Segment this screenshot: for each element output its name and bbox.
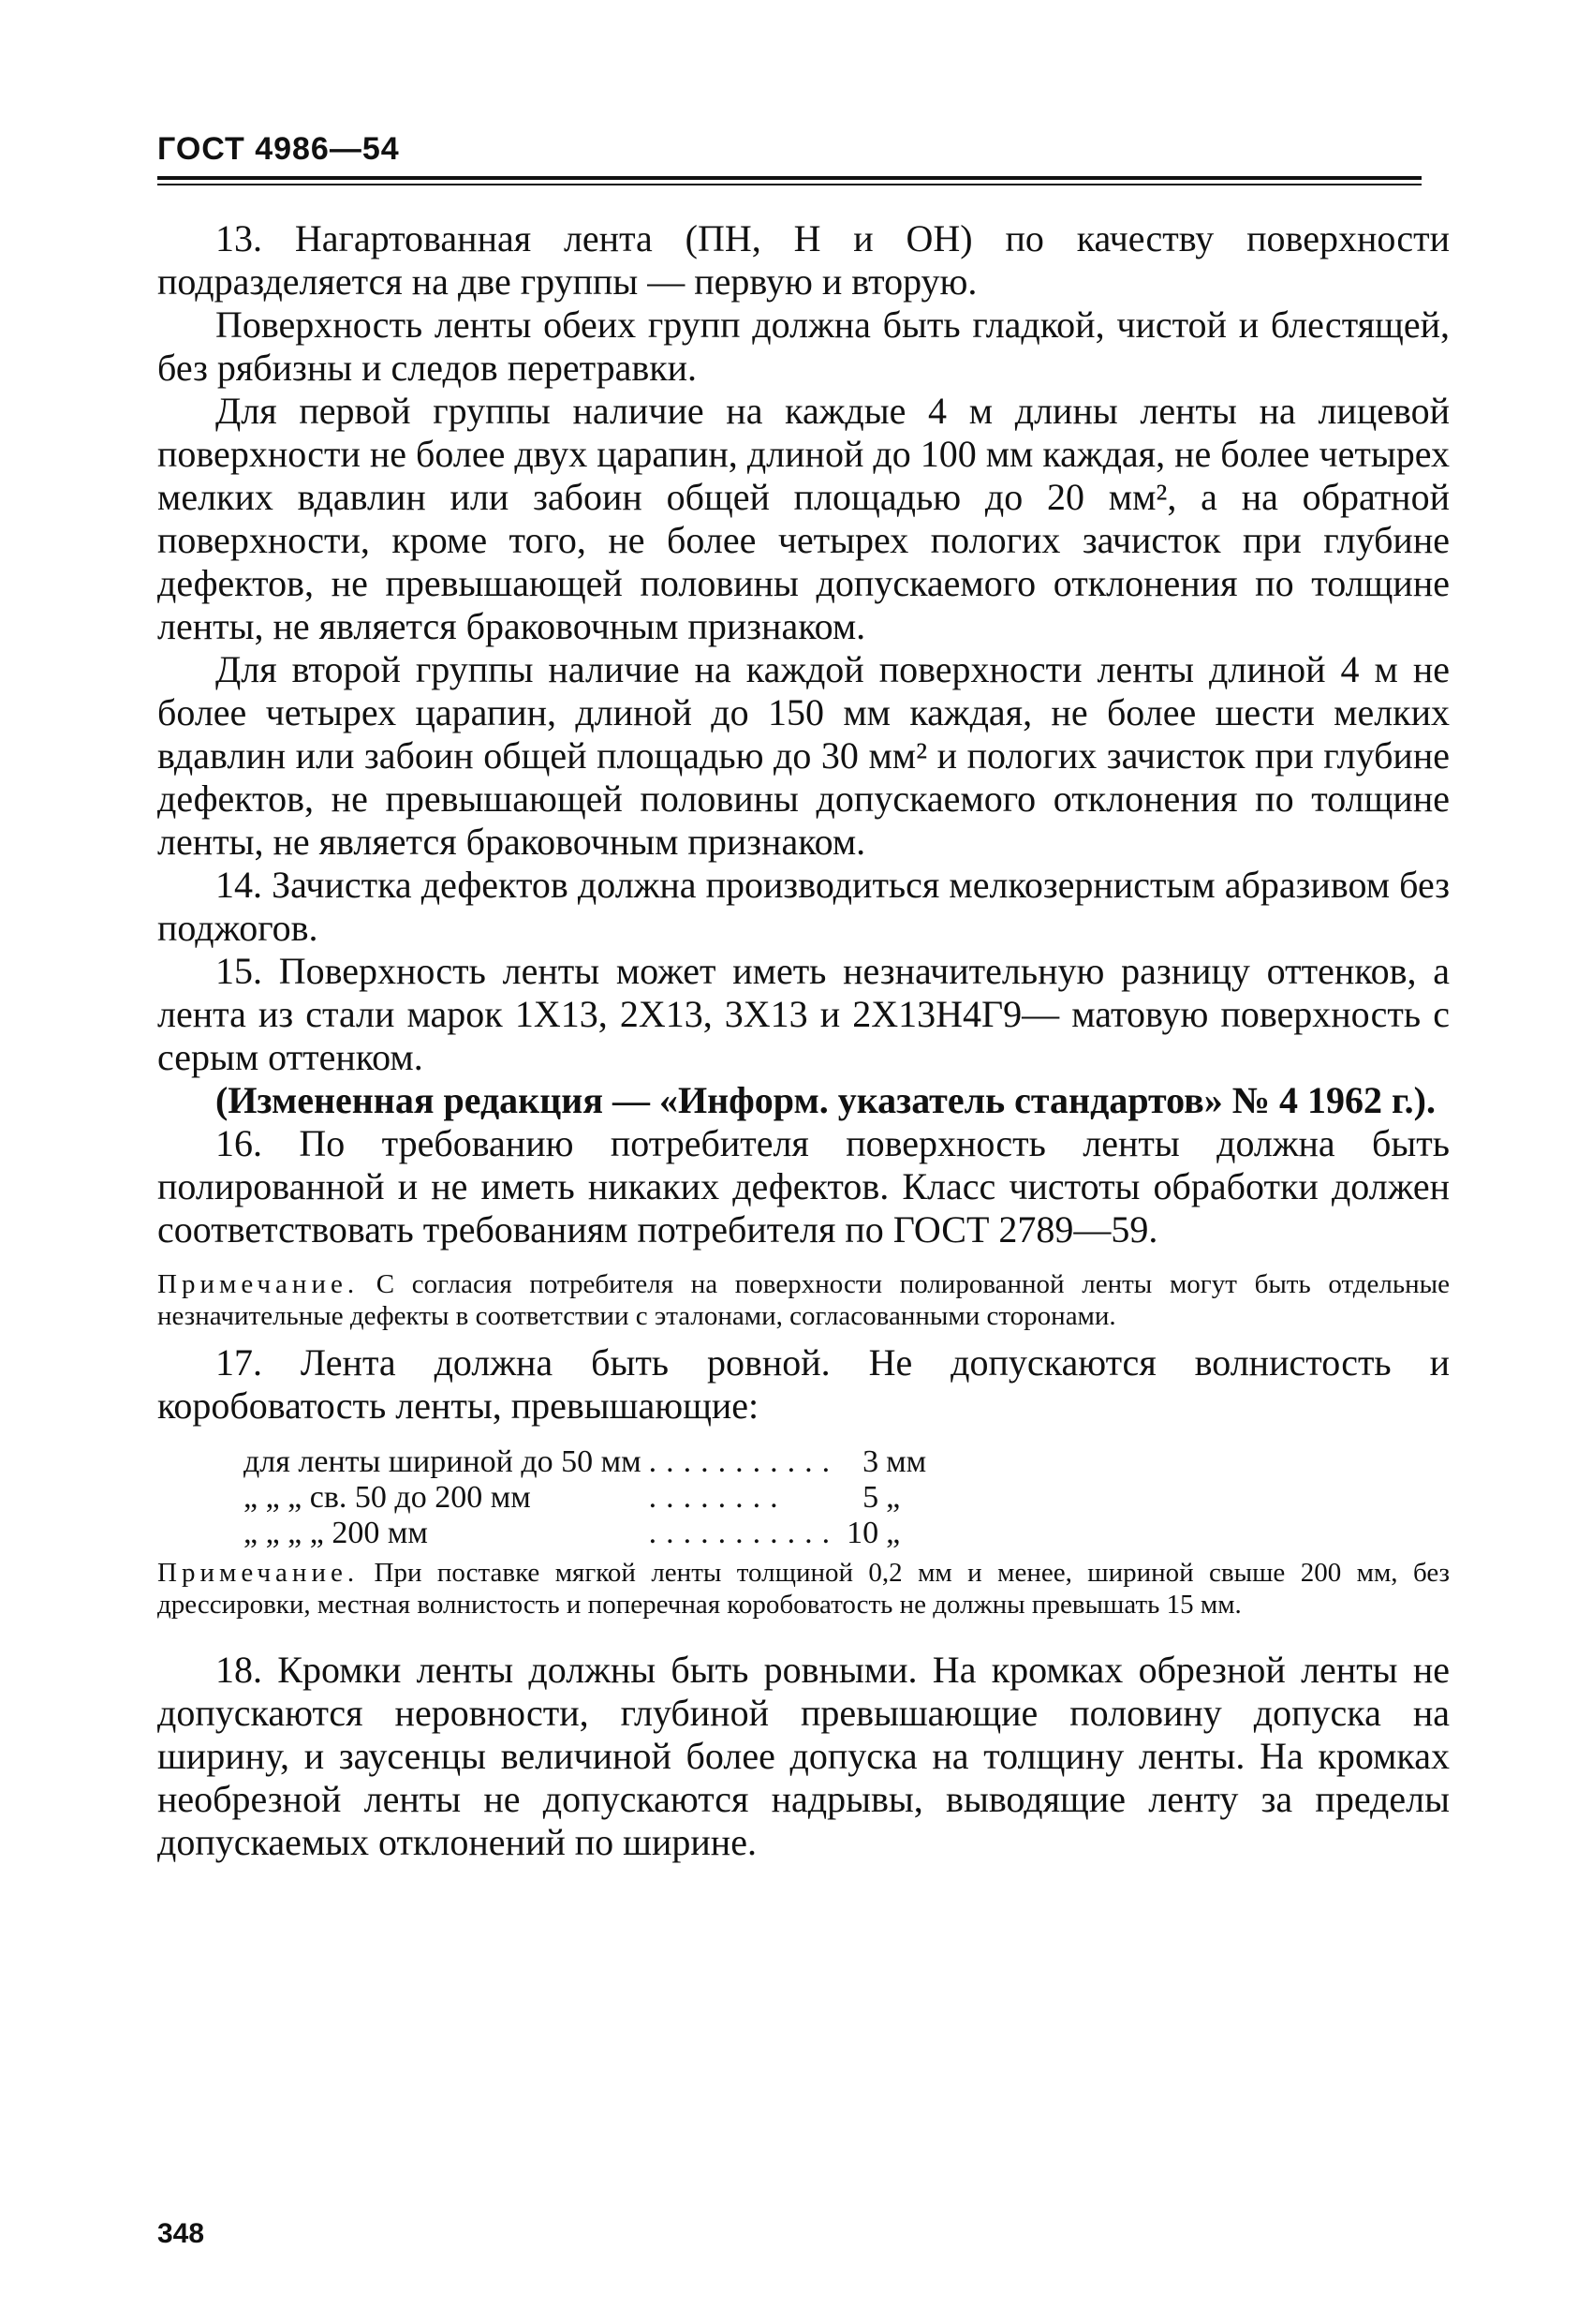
row-leader: ........... (648, 1516, 840, 1550)
paragraph-13-group-two: Для второй группы наличие на каждой поверхности ленты длиной 4 м не более четырех царапин, длиной до 150 мм каждая, не более шести мелких вдавлин или забоин общей площадью до 30 мм² и пологих зачисток при глубине дефектов, не превышающей половины допускаемого отклонения по толщине ленты, не является браковочным признаком. (157, 648, 1450, 863)
note-text: С согласия потребителя на поверхности полированной ленты могут быть отдельные незначительные дефекты в соответствии с эталонами, согласованными сторонами. (157, 1269, 1450, 1331)
table-row (243, 1516, 934, 1551)
waviness-table (243, 1444, 934, 1551)
header-rule-thick (157, 176, 1422, 180)
row-value: 10 (847, 1516, 879, 1550)
row-unit: „ (886, 1516, 901, 1550)
row-leader: ........... (648, 1444, 840, 1479)
paragraph-17: 17. Лента должна быть ровной. Не допускаются волнистость и коробоватость ленты, превышающие: (157, 1341, 1450, 1427)
row-unit: мм (886, 1444, 927, 1479)
paragraph-18: 18. Кромки ленты должны быть ровными. На кромках обрезной ленты не допускаются неровности, глубиной превышающие половину допуска на ширину, и заусенцы величиной более допуска на толщину ленты. На кромках необрезной ленты не допускаются надрывы, выводящие ленту за пределы допускаемых отклонений по ширине. (157, 1649, 1450, 1863)
paragraph-16: 16. По требованию потребителя поверхность ленты должна быть полированной и не иметь никаких дефектов. Класс чистоты обработки должен соответствовать требованиям потребителя по ГОСТ 2789—59. (157, 1122, 1450, 1251)
row-leader: ........ (648, 1480, 788, 1515)
paragraph-13-group-one: Для первой группы наличие на каждые 4 м длины ленты на лицевой поверхности не более двух царапин, длиной до 100 мм каждая, не более четырех мелких вдавлин или забоин общей площадью до 20 мм², а на обратной поверхности, кроме того, не более четырех пологих зачисток при глубине дефектов, не превышающей половины допускаемого отклонения по толщине ленты, не является браковочным признаком. (157, 390, 1450, 647)
row-value: 5 (862, 1480, 879, 1515)
header-rule-thin (157, 184, 1422, 185)
paragraph-14: 14. Зачистка дефектов должна производиться мелкозернистым абразивом без поджогов. (157, 864, 1450, 949)
page-header: ГОСТ 4986—54 (157, 131, 400, 167)
page-number: 348 (157, 2218, 205, 2249)
amendment-note: (Измененная редакция — «Информ. указатель стандартов» № 4 1962 г.). (215, 1079, 1436, 1121)
paragraph-13: 13. Нагартованная лента (ПН, Н и ОН) по качеству поверхности подразделяется на две группы — первую и вторую. (157, 217, 1450, 303)
row-label: „ „ „ „ 200 мм (243, 1516, 428, 1550)
row-label: „ „ „ св. 50 до 200 мм (243, 1480, 531, 1515)
paragraph-13-surface: Поверхность ленты обеих групп должна быть гладкой, чистой и блестящей, без рябизны и следов перетравки. (157, 303, 1450, 389)
note-text: При поставке мягкой ленты толщиной 0,2 мм и менее, шириной свыше 200 мм, без дрессировки, местная волнистость и поперечная коробоватость не должны превышать 15 мм. (157, 1558, 1451, 1620)
paragraph-15: 15. Поверхность ленты может иметь незначительную разницу оттенков, а лента из стали марок 1Х13, 2Х13, 3Х13 и 2Х13Н4Г9— матовую поверхность с серым оттенком. (157, 950, 1450, 1078)
note-polished (157, 1268, 1450, 1332)
row-value: 3 (862, 1444, 879, 1479)
table-row (243, 1480, 934, 1516)
body-text (157, 217, 1450, 1864)
row-label: для ленты шириной до 50 мм (243, 1444, 641, 1479)
row-unit: „ (886, 1480, 901, 1515)
note-label: Примечание. (157, 1558, 360, 1588)
note-soft-ribbon (157, 1557, 1450, 1621)
table-row (243, 1444, 934, 1480)
note-label: Примечание. (157, 1269, 360, 1299)
